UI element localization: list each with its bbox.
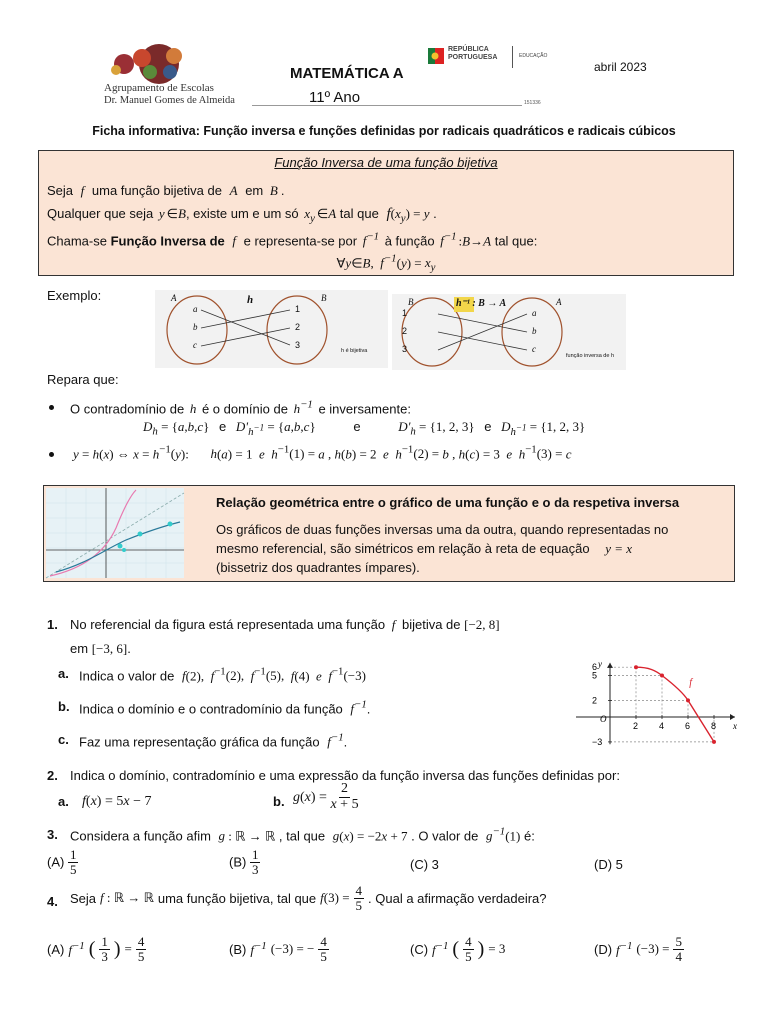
def-l3-b: e representa-se por (243, 233, 358, 249)
q2b-function: g(x) = $\frac{2}{x + 5}$ (293, 781, 359, 812)
definition-box (38, 150, 734, 276)
q3-text: Considera a função afim g : ℝ → ℝ , tal que g(x) = −2x + 7 . O valor de $g^{-1}(1)$ é: (70, 826, 535, 844)
geometry-line1: Os gráficos de duas funções inversas uma da outra, quando representadas no (216, 522, 669, 537)
q1a-prompt: Indica o valor de (79, 668, 175, 684)
q4-D-label: (D) (594, 941, 613, 957)
worksheet-subtitle: Ficha informativa: Função inversa e funções definidas por radicais quadráticos e radicais cúbicos (92, 124, 676, 138)
doc-code: 151336 (524, 100, 541, 106)
school-logo (104, 42, 254, 110)
repara-b1-a: O contradomínio de (70, 401, 185, 417)
school-name-line1: Agrupamento de Escolas (104, 82, 214, 94)
q1-text-c: em (70, 641, 89, 656)
q1c-label: c. (58, 732, 69, 747)
y-tick-label-3: −3 (592, 736, 603, 747)
def-l1-a: Seja (47, 183, 74, 198)
d2-setA: B (408, 297, 414, 307)
curve-point-3 (712, 740, 716, 744)
q1b-label: b. (58, 699, 70, 714)
d2-right-0: a (532, 308, 537, 318)
definition-heading: Função Inversa de uma função bijetiva (274, 155, 498, 170)
q4-option-d: (D) $f^{-1}$ (−3) = $\frac{5}{4}$ (594, 934, 682, 964)
q4-number: 4. (47, 894, 58, 909)
example-diagram-h (155, 290, 388, 368)
q4-text-b: uma função bijetiva, tal que (157, 890, 317, 906)
curve-point-1 (660, 674, 664, 678)
q4-option-b: (B) $f^{-1}$ (−3) = − $\frac{4}{5}$ (229, 934, 327, 964)
q1c-text: Faz uma representação gráfica da função $f^{-1}$. (79, 732, 348, 750)
def-l2-a: Qualquer que seja (47, 206, 154, 221)
q3-number: 3. (47, 827, 58, 842)
d2-left-1: 2 (402, 326, 408, 336)
q2a-function: f(x) = 5x − 7 (82, 794, 152, 809)
q3-option-a: (A) $\frac{1}{5}$ (47, 847, 77, 877)
definition-line1: Seja f uma função bijetiva de A em B . (47, 183, 285, 198)
q1a-text: Indica o valor de f(2), $f^{-1}(2)$, $f^{-1}(5)$, f(4) e $f^{-1}(-3)$ (79, 666, 366, 684)
q1-number: 1. (47, 617, 58, 632)
repara-bullet-1: O contradomínio de h é o domínio de $h^{-1}$ e inversamente: (70, 399, 411, 417)
q1-chart-svg (570, 612, 737, 757)
e-word-3: e (484, 419, 492, 434)
origin-label: O (600, 714, 607, 724)
repara-bullet-2: y = h(x) ⇔ $x = h^{-1}(y)$: h(a) = 1 e $h^{-1}(1) = a$ , h(b) = 2 e $h^{-1}(2) = b$ , h(c) = 3 e $h^{-1}(3) = c$ (73, 444, 572, 462)
q4-option-c: (C) $f^{-1}$ ( $\frac{4}{5}$ ) = 3 (410, 934, 506, 964)
d1-left-0: a (193, 304, 198, 314)
bullet-2 (49, 452, 54, 457)
q4-C-label: (C) (410, 941, 429, 957)
definition-formula: ∀y∈B, $f^{-1}(y) = x_y$ (336, 253, 436, 274)
x-tick-label-3: 8 (711, 721, 717, 731)
d2-left-0: 1 (402, 308, 408, 318)
repara-b1-c: e inversamente: (318, 401, 411, 417)
domain-equalities: $D_h = \{a,b,c\}$ e $D'_{h^{-1}} = \{a,b,c\}$ e $D'_h = \{1$, 2, 3} e $D_{h^{-1}} = \{1$, 2, 3} (143, 419, 586, 438)
q1b-prompt: Indica o domínio e o contradomínio da função (79, 701, 343, 717)
x-tick-label-0: 2 (633, 721, 639, 731)
q4-text-a: Seja (70, 890, 97, 906)
d1-setA: A (171, 293, 177, 303)
q1-statement-2: em [−3, 6]. (70, 641, 131, 656)
repara-label: Repara que: (47, 372, 119, 387)
def-l2-b: , existe um e um só (185, 206, 299, 221)
def-l3-d: tal que: (494, 233, 538, 249)
q1-statement: No referencial da figura está representada uma função f bijetiva de [−2, 8] (70, 617, 500, 632)
x-axis-arrow (730, 714, 735, 720)
q3-text-a: Considera a função afim (70, 828, 211, 844)
x-axis-label: x (733, 721, 737, 731)
definition-line3: Chama-se Função Inversa de f e representa-se por $f^{-1}$ à função $f^{-1}$ :B→A tal que: (47, 231, 538, 249)
e-word-1: e (219, 419, 227, 434)
school-name-line2: Dr. Manuel Gomes de Almeida (104, 95, 235, 106)
q3-text-c: . O valor de (411, 828, 479, 844)
gov-ministry: EDUCAÇÃO (519, 53, 548, 59)
def-l1-b: uma função bijetiva de (91, 183, 222, 198)
geometry-line2-text: mesmo referencial, são simétricos em relação à reta de equação (216, 541, 590, 556)
def-l3-a: Chama-se (47, 233, 107, 249)
d1-right-1: 2 (295, 322, 301, 332)
q1-text-a: No referencial da figura está representada uma função (70, 617, 386, 632)
q3-text-b: , tal que (278, 828, 326, 844)
y-tick-label-1: 5 (592, 670, 598, 681)
q2-number: 2. (47, 768, 58, 783)
geometry-line2 (216, 541, 632, 557)
d1-fname: h (247, 294, 254, 306)
q1-chart (570, 612, 737, 757)
def-l1-c: em (245, 183, 264, 198)
example-label: Exemplo: (47, 288, 102, 303)
q4-option-a: (A) $f^{-1}$ ( $\frac{1}{3}$ ) = $\frac{4}{5}$ (47, 934, 145, 964)
geometry-line3: (bissetriz dos quadrantes ímpares). (216, 560, 420, 575)
q3-B-label: (B) (229, 854, 247, 870)
d2-note: função inversa de h (566, 353, 615, 359)
e-word-2: e (353, 419, 361, 434)
x-tick-label-1: 4 (659, 721, 665, 731)
x-tick-label-2: 6 (685, 721, 691, 731)
q4-text-c: . Qual a afirmação verdadeira? (368, 890, 547, 906)
q4-B-label: (B) (229, 941, 247, 957)
curve-point-0 (634, 665, 638, 669)
curve-f (636, 667, 717, 742)
q4-A-label: (A) (47, 941, 65, 957)
d2-right-1: b (532, 326, 537, 336)
d1-note: h é bijetiva (341, 348, 368, 354)
page-title: MATEMÁTICA A (290, 65, 404, 82)
geometry-thumbnail (46, 488, 184, 578)
q3-option-c: (C) 3 (410, 857, 439, 872)
q3-option-b: (B) $\frac{1}{3}$ (229, 847, 259, 877)
q3-text-d: é: (524, 828, 535, 844)
q2b-label: b. (273, 794, 285, 809)
date-label: abril 2023 (594, 60, 647, 74)
y-axis-label: y (598, 658, 602, 669)
def-l3-c: à função (384, 233, 435, 249)
header-rule (252, 105, 522, 106)
definition-line2: Qualquer que seja y ∈B, existe um e um só $x_y$ ∈A tal que $f(x_y) = y$ . (47, 206, 437, 225)
gov-divider (512, 46, 513, 68)
gov-line2: PORTUGUESA (448, 54, 498, 61)
geometry-equation: y = x (605, 541, 633, 556)
d2-left-2: 3 (402, 344, 408, 354)
inverse-graph-thumb (46, 488, 184, 578)
d1-left-2: c (193, 340, 197, 350)
curve-label: f (689, 677, 693, 689)
q3-option-d: (D) 5 (594, 857, 623, 872)
d2-setB: A (556, 297, 562, 307)
d2-right-2: c (532, 344, 536, 354)
grade-label: 11º Ano (309, 89, 361, 106)
d2-fname: h⁻¹ : B → A (456, 298, 507, 309)
curve-point-2 (686, 698, 690, 702)
def-l3-bold: Função Inversa de (110, 233, 225, 249)
def-l2-c: tal que (339, 206, 379, 221)
q1c-prompt: Faz uma representação gráfica da função (79, 734, 320, 750)
diagram-h-svg (155, 290, 388, 368)
q3-A-label: (A) (47, 854, 65, 870)
d1-setB: B (321, 293, 327, 303)
d1-left-1: b (193, 322, 198, 332)
gov-line1: REPÚBLICA (448, 46, 489, 53)
q4-text: Seja f : ℝ → ℝ uma função bijetiva, tal que f(3) = $\frac{4}{5}$ . Qual a afirmação verdadeira? (70, 883, 547, 913)
example-diagram-hinv (392, 294, 626, 370)
q1a-label: a. (58, 666, 69, 681)
q2-text: Indica o domínio, contradomínio e uma expressão da função inversa das funções definidas por: (70, 768, 620, 783)
d1-right-2: 3 (295, 340, 301, 350)
y-tick-label-0: 6 (592, 662, 598, 673)
bullet-1 (49, 405, 54, 410)
geometry-title: Relação geométrica entre o gráfico de uma função e o da respetiva inversa (216, 495, 680, 510)
government-logo (428, 46, 548, 70)
d1-right-0: 1 (295, 304, 301, 314)
geometry-box (43, 485, 735, 582)
y-tick-label-2: 2 (592, 695, 598, 706)
flag-icon (428, 48, 444, 64)
repara-b1-b: é o domínio de (201, 401, 288, 417)
q1-text-b: bijetiva de (401, 617, 461, 632)
q2a-label: a. (58, 794, 69, 809)
q1b-text: Indica o domínio e o contradomínio da função $f^{-1}$. (79, 699, 371, 717)
